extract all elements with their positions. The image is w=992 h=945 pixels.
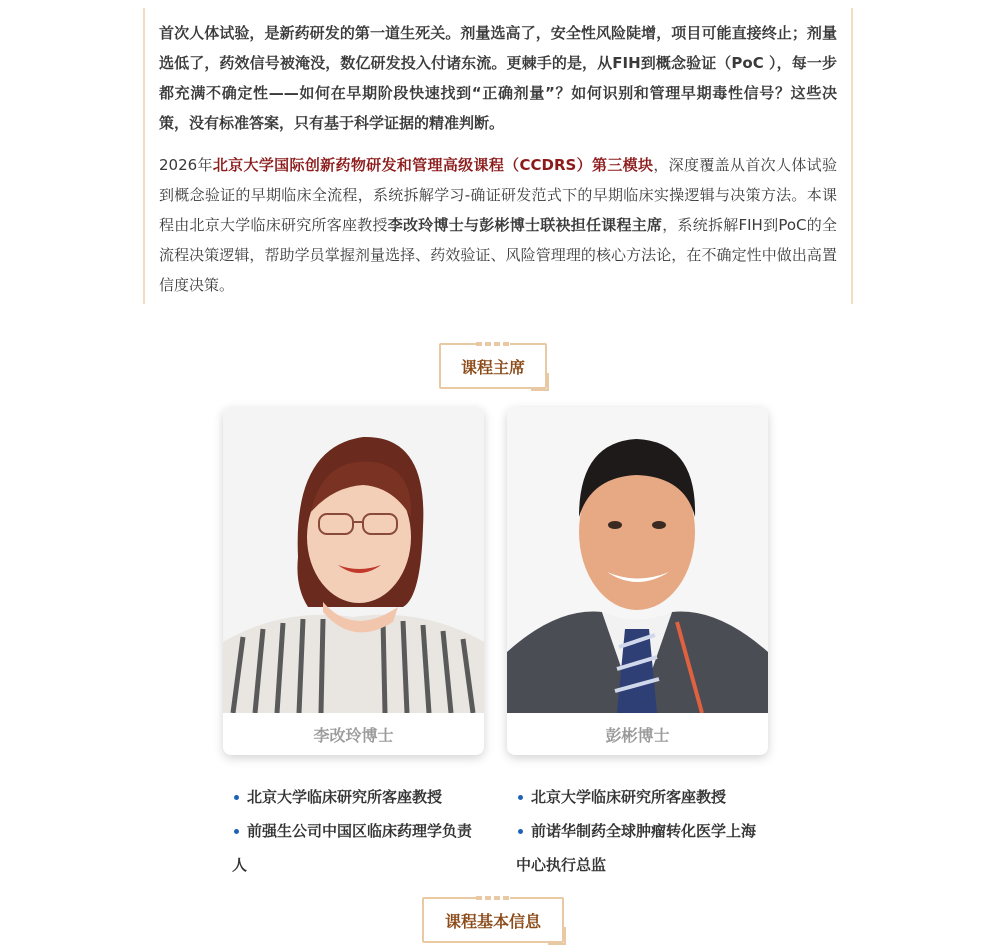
intro-year: 2026年 — [159, 156, 213, 174]
bullet-dot-icon — [234, 829, 239, 834]
bullet-text: 前强生公司中国区临床药理学负责人 — [232, 822, 473, 874]
chair-photo-li — [223, 407, 484, 713]
bullet-text: 北京大学临床研究所客座教授 — [531, 788, 727, 806]
list-item — [232, 780, 482, 814]
intro-description: ，深度覆盖从首次人体试验到概念验证的早期临床全流程，系统拆解学习-确证研发范式下的早期临床实操逻辑与决策方法。本课程由北京大学临床研究所客座教授 — [159, 156, 837, 234]
chair-bullets-li — [232, 780, 482, 882]
chair-name-peng: 彭彬博士 — [605, 725, 670, 745]
bullet-dot-icon — [518, 829, 523, 834]
intro-paragraph-2 — [159, 150, 837, 300]
list-item — [516, 814, 766, 882]
list-item — [232, 814, 482, 882]
list-item — [516, 780, 766, 814]
bullet-dot-icon — [518, 795, 523, 800]
bullet-text: 北京大学临床研究所客座教授 — [247, 788, 443, 806]
chair-card-li — [223, 407, 484, 755]
bullet-text: 前诺华制药全球肿瘤转化医学上海中心执行总监 — [516, 822, 757, 874]
bullet-dot-icon — [234, 795, 239, 800]
intro-paragraph-1: 首次人体试验，是新药研发的第一道生死关。剂量选高了，安全性风险陡增，项目可能直接终止；剂量选低了，药效信号被淹没，数亿研发投入付诸东流。更棘手的是，从FIH到概念验证（PoC ），每一步都充满不确定性——如何在早期阶段快速找到“正确剂量”？如何识别和管理早期毒性信号？这些决策，没有标准答案，只有基于科学证据的精准判断。 — [159, 24, 837, 132]
section-title-course-chairs: 课程主席 — [439, 343, 547, 389]
chair-bullets-peng — [516, 780, 766, 882]
intro-text-block — [143, 8, 853, 304]
section-title-course-info: 课程基本信息 — [422, 897, 564, 943]
intro-summary: ，系统拆解FIH到PoC的全流程决策逻辑，帮助学员掌握剂量选择、药效验证、风险管理理的核心方法论，在不确定性中做出高置信度决策。 — [159, 216, 837, 294]
chair-photo-peng — [507, 407, 768, 713]
chair-name-li: 李改玲博士 — [313, 725, 394, 745]
chair-card-peng — [507, 407, 768, 755]
chair-names-bold: 李改玲博士与彭彬博士联袂担任课程主席 — [387, 216, 663, 234]
course-name-highlight: 北京大学国际创新药物研发和管理高级课程（CCDRS）第三模块 — [212, 156, 654, 174]
